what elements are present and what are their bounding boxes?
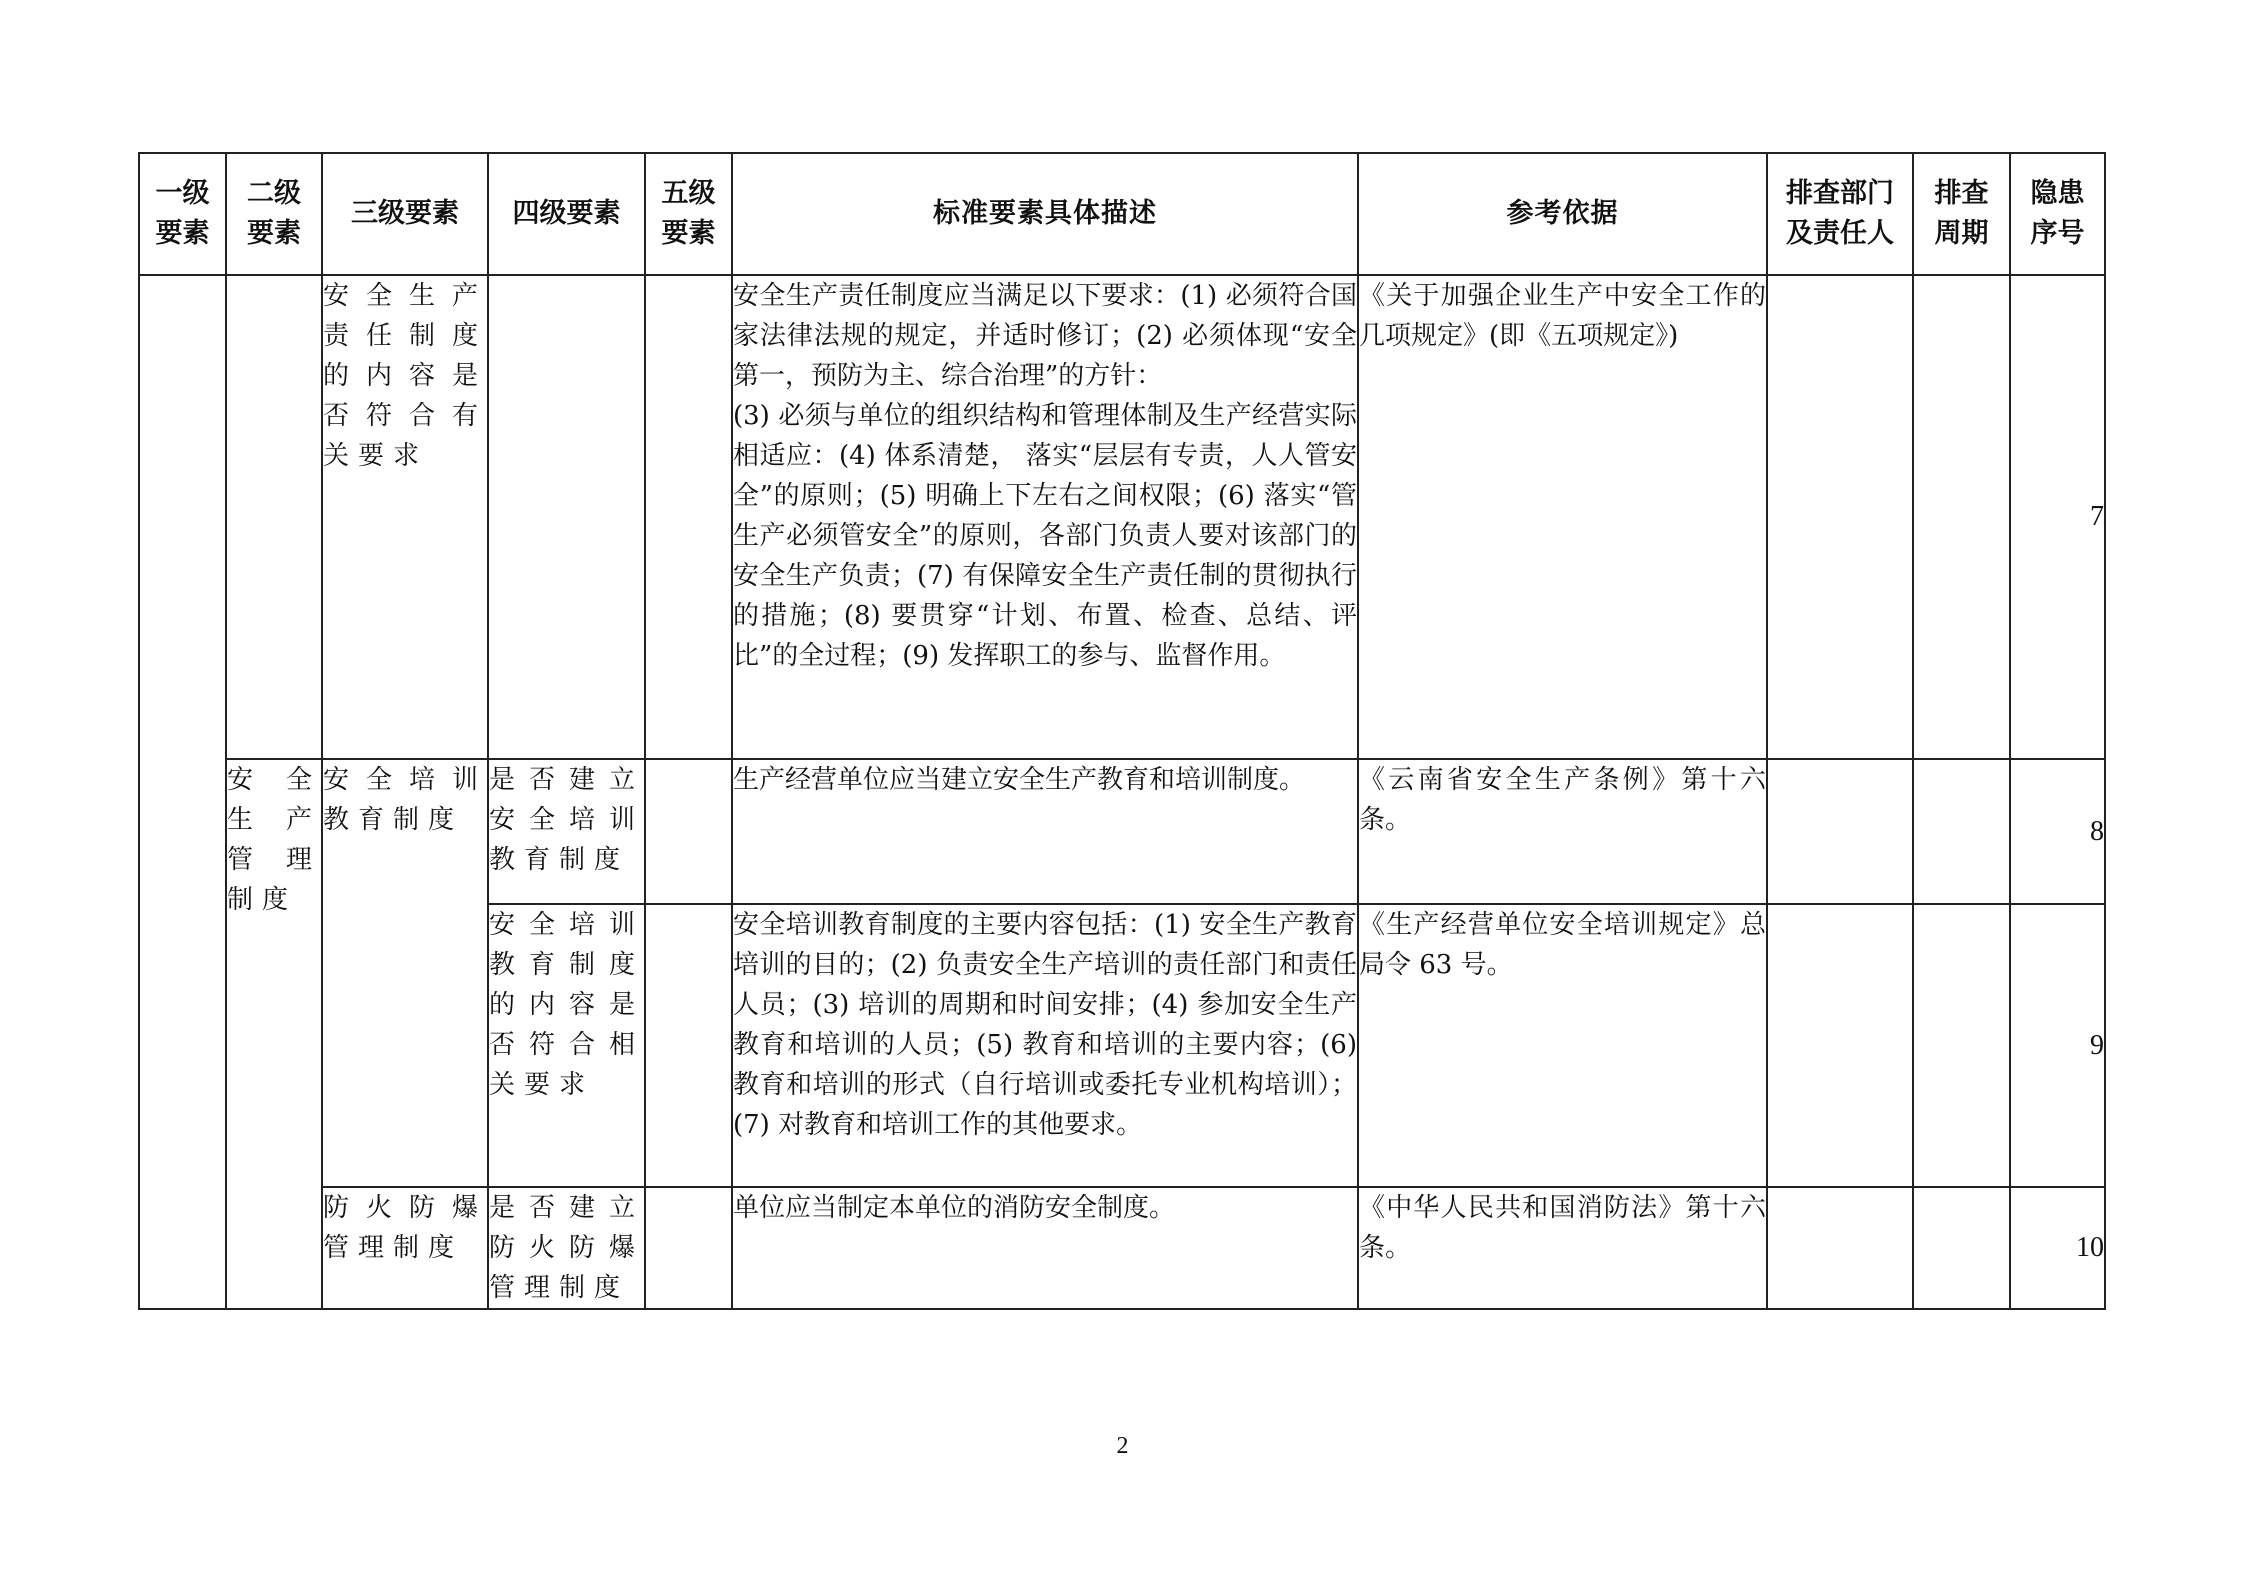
cell-level4: 是否建立防火防爆管理制度 bbox=[488, 1187, 645, 1309]
cell-description: 安全培训教育制度的主要内容包括：(1) 安全生产教育培训的目的；(2) 负责安全生产培训的责任部门和责任人员；(3) 培训的周期和时间安排；(4) 参加安全生产教育和培训的人员；(5) 教育和培训的主要内容；(6) 教育和培训的形式（自行培训或委托专业机构培训）；(7) 对教育和培训工作的其他要求。 bbox=[732, 904, 1358, 1187]
cell-seq: 8 bbox=[2010, 759, 2105, 904]
cell-reference: 《生产经营单位安全培训规定》总局令 63 号。 bbox=[1358, 904, 1767, 1187]
header-level4: 四级要素 bbox=[488, 153, 645, 275]
header-level5: 五级 要素 bbox=[645, 153, 732, 275]
header-level2: 二级 要素 bbox=[226, 153, 322, 275]
header-seq: 隐患 序号 bbox=[2010, 153, 2105, 275]
cell-department bbox=[1767, 904, 1913, 1187]
header-level1: 一级 要素 bbox=[139, 153, 226, 275]
cell-level5 bbox=[645, 759, 732, 904]
cell-description: 生产经营单位应当建立安全生产教育和培训制度。 bbox=[732, 759, 1358, 904]
cell-seq: 10 bbox=[2010, 1187, 2105, 1309]
cell-level3: 防火防爆管理制度 bbox=[322, 1187, 488, 1309]
header-row bbox=[139, 153, 2105, 275]
cell-level5 bbox=[645, 904, 732, 1187]
cell-level3: 安全生产责任制度的内容是否符合有关要求 bbox=[322, 275, 488, 759]
header-reference: 参考依据 bbox=[1358, 153, 1767, 275]
cell-level2: 安全生产管理制度 bbox=[226, 759, 322, 1309]
header-department: 排查部门 及责任人 bbox=[1767, 153, 1913, 275]
header-cycle: 排查 周期 bbox=[1913, 153, 2010, 275]
cell-cycle bbox=[1913, 759, 2010, 904]
cell-department bbox=[1767, 759, 1913, 904]
cell-level1 bbox=[139, 275, 226, 1309]
cell-cycle bbox=[1913, 904, 2010, 1187]
cell-reference: 《云南省安全生产条例》第十六条。 bbox=[1358, 759, 1767, 904]
cell-cycle bbox=[1913, 1187, 2010, 1309]
cell-level4: 安全培训教育制度的内容是否符合相关要求 bbox=[488, 904, 645, 1187]
cell-seq: 7 bbox=[2010, 275, 2105, 759]
header-description: 标准要素具体描述 bbox=[732, 153, 1358, 275]
page-number: 2 bbox=[1116, 1433, 1129, 1459]
cell-level5 bbox=[645, 1187, 732, 1309]
cell-level5 bbox=[645, 275, 732, 759]
header-level3: 三级要素 bbox=[322, 153, 488, 275]
table-row bbox=[139, 1187, 2105, 1309]
cell-reference: 《中华人民共和国消防法》第十六条。 bbox=[1358, 1187, 1767, 1309]
cell-level2 bbox=[226, 275, 322, 759]
inspection-table bbox=[138, 152, 2106, 1310]
cell-level4: 是否建立安全培训教育制度 bbox=[488, 759, 645, 904]
cell-level4 bbox=[488, 275, 645, 759]
cell-level3: 安全培训教育制度 bbox=[322, 759, 488, 1187]
cell-department bbox=[1767, 1187, 1913, 1309]
cell-reference: 《关于加强企业生产中安全工作的几项规定》(即《五项规定》) bbox=[1358, 275, 1767, 759]
cell-cycle bbox=[1913, 275, 2010, 759]
cell-description: 单位应当制定本单位的消防安全制度。 bbox=[732, 1187, 1358, 1309]
cell-description: 安全生产责任制度应当满足以下要求：(1) 必须符合国家法律法规的规定，并适时修订；(2) 必须体现“安全第一，预防为主、综合治理”的方针： (3) 必须与单位的组织结构和管理体制及生产经营实际相适应：(4) 体系清楚， 落实“层层有专责，人人管安全”的原则；(5) 明确上下左右之间权限；(6) 落实“管生产必须管安全”的原则，各部门负责人要对该部门的安全生产负责；(7) 有保障安全生产责任制的贯彻执行的措施；(8) 要贯穿“计划、布置、检查、总结、评比”的全过程；(9) 发挥职工的参与、监督作用。 bbox=[732, 275, 1358, 759]
table-row bbox=[139, 759, 2105, 904]
cell-department bbox=[1767, 275, 1913, 759]
cell-seq: 9 bbox=[2010, 904, 2105, 1187]
table-row bbox=[139, 275, 2105, 759]
